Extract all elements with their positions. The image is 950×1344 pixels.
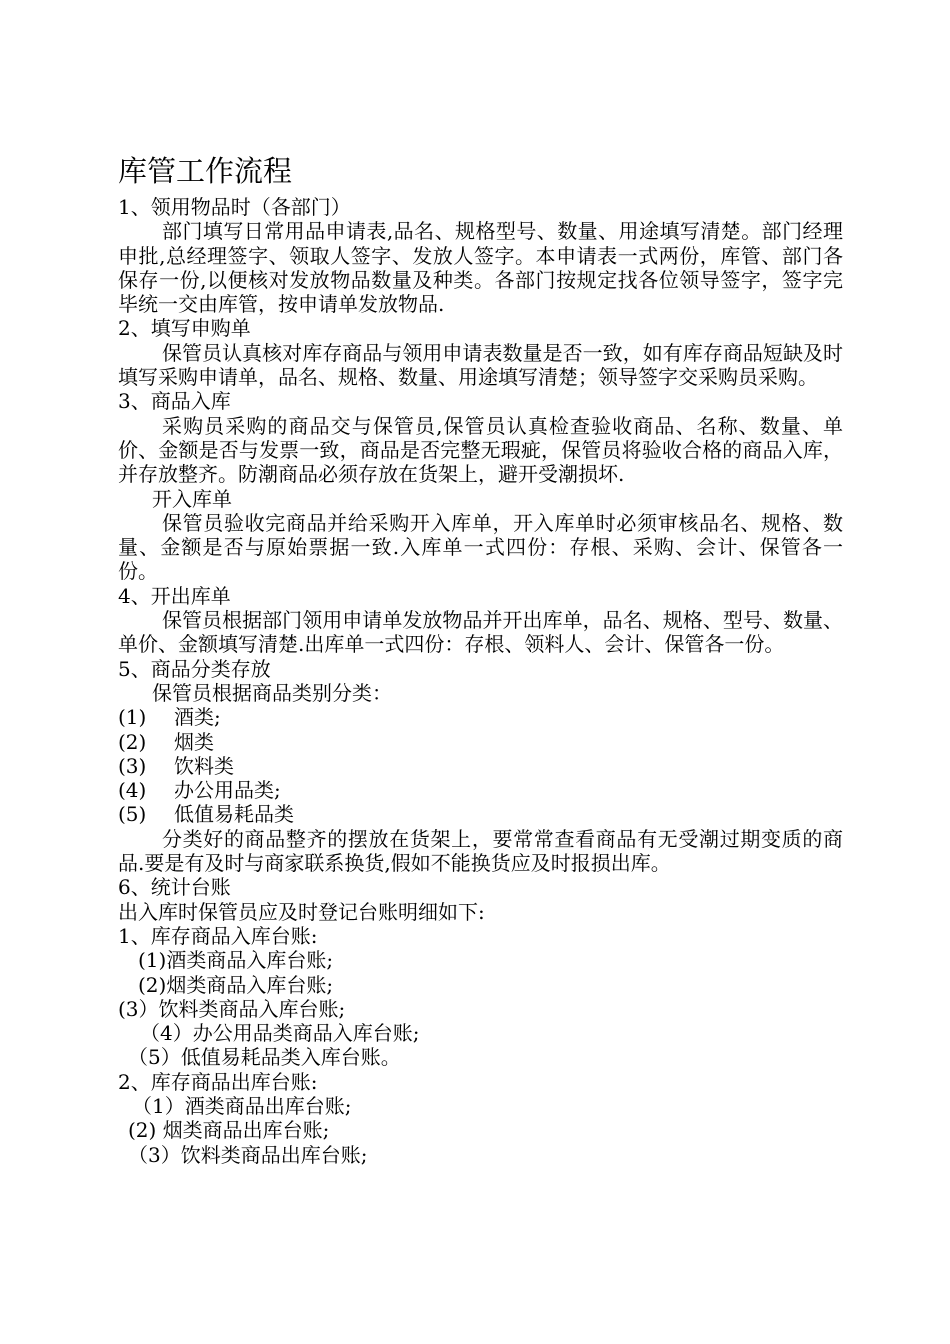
section-5-heading: 5、商品分类存放 [118,656,271,681]
list-item-text: 酒类; [174,705,221,730]
outbound-ledger-heading: 2、库存商品出库台账: [118,1069,318,1094]
document-title: 库管工作流程 [118,154,293,188]
section-4-heading: 4、开出库单 [118,583,231,608]
ledger-item: （1）酒类商品出库台账; [132,1093,352,1118]
document-page [118,150,843,1167]
section-2-heading: 2、填写申购单 [118,316,251,341]
section-1-heading: 1、领用物品时（各部门） [118,195,351,219]
section-6-heading: 6、统计台账 [118,875,231,900]
section-3-heading: 3、商品入库 [118,389,231,414]
list-item [118,778,843,802]
ledger-item: (2)烟类商品入库台账; [138,972,334,997]
section-4-body: 保管员根据部门领用申请单发放物品并开出库单，品名、规格、型号、数量、单价、金额填写清楚.出库单一式四份：存根、领料人、会计、保管各一份。 [118,608,843,657]
section-3-sub-body: 保管员验收完商品并给采购开入库单，开入库单时必须审核品名、规格、数量、金额是否与原始票据一致.入库单一式四份：存根、采购、会计、保管各一份。 [118,510,843,584]
section-2-body: 保管员认真核对库存商品与领用申请表数量是否一致，如有库存商品短缺及时填写采购申请单，品名、规格、数量、用途填写清楚；领导签字交采购员采购。 [118,340,843,390]
list-item-text: 饮料类 [174,753,234,778]
list-item-text: 办公用品类; [174,778,281,803]
section-6-intro: 出入库时保管员应及时登记台账明细如下: [118,899,485,924]
list-item [118,705,843,729]
section-3-body: 采购员采购的商品交与保管员,保管员认真检查验收商品、名称、数量、单价、金额是否与发票一致，商品是否完整无瑕疵，保管员将验收合格的商品入库，并存放整齐。防潮商品必须存放在货架上，避开受潮损坏. [118,413,843,487]
list-item [118,802,843,826]
section-5-body: 分类好的商品整齐的摆放在货架上，要常常查看商品有无受潮过期变质的商品.要是有及时与商家联系换货,假如不能换货应及时报损出库。 [118,826,843,876]
list-item-text: 低值易耗品类 [174,802,294,827]
list-item-text: 烟类 [174,729,214,754]
section-1-body: 部门填写日常用品申请表,品名、规格型号、数量、用途填写清楚。部门经理申批,总经理签字、领取人签字、发放人签字。本申请表一式两份，库管、部门各保存一份,以便核对发放物品数量及种类。各部门按规定找各位领导签字，签字完毕统一交由库管，按申请单发放物品. [118,219,843,317]
list-item-number: (2) [118,729,147,754]
list-item-number: (5) [118,802,147,827]
section-5-intro: 保管员根据商品类别分类： [152,680,392,705]
ledger-item: (3）饮料类商品入库台账; [118,996,346,1021]
list-item-number: (1) [118,705,147,730]
list-item-number: (3) [118,753,147,778]
ledger-item: （5）低值易耗品类入库台账。 [128,1045,401,1070]
list-item-number: (4) [118,778,147,803]
inbound-ledger-heading: 1、库存商品入库台账: [118,923,318,948]
list-item [118,754,843,778]
ledger-item: （4）办公用品类商品入库台账; [140,1021,420,1046]
ledger-item: （3）饮料类商品出库台账; [128,1142,368,1167]
list-item [118,730,843,754]
ledger-item: (1)酒类商品入库台账; [138,948,334,973]
category-list [118,705,843,826]
section-3-sub-heading: 开入库单 [152,486,232,511]
ledger-item: (2) 烟类商品出库台账; [128,1118,330,1143]
